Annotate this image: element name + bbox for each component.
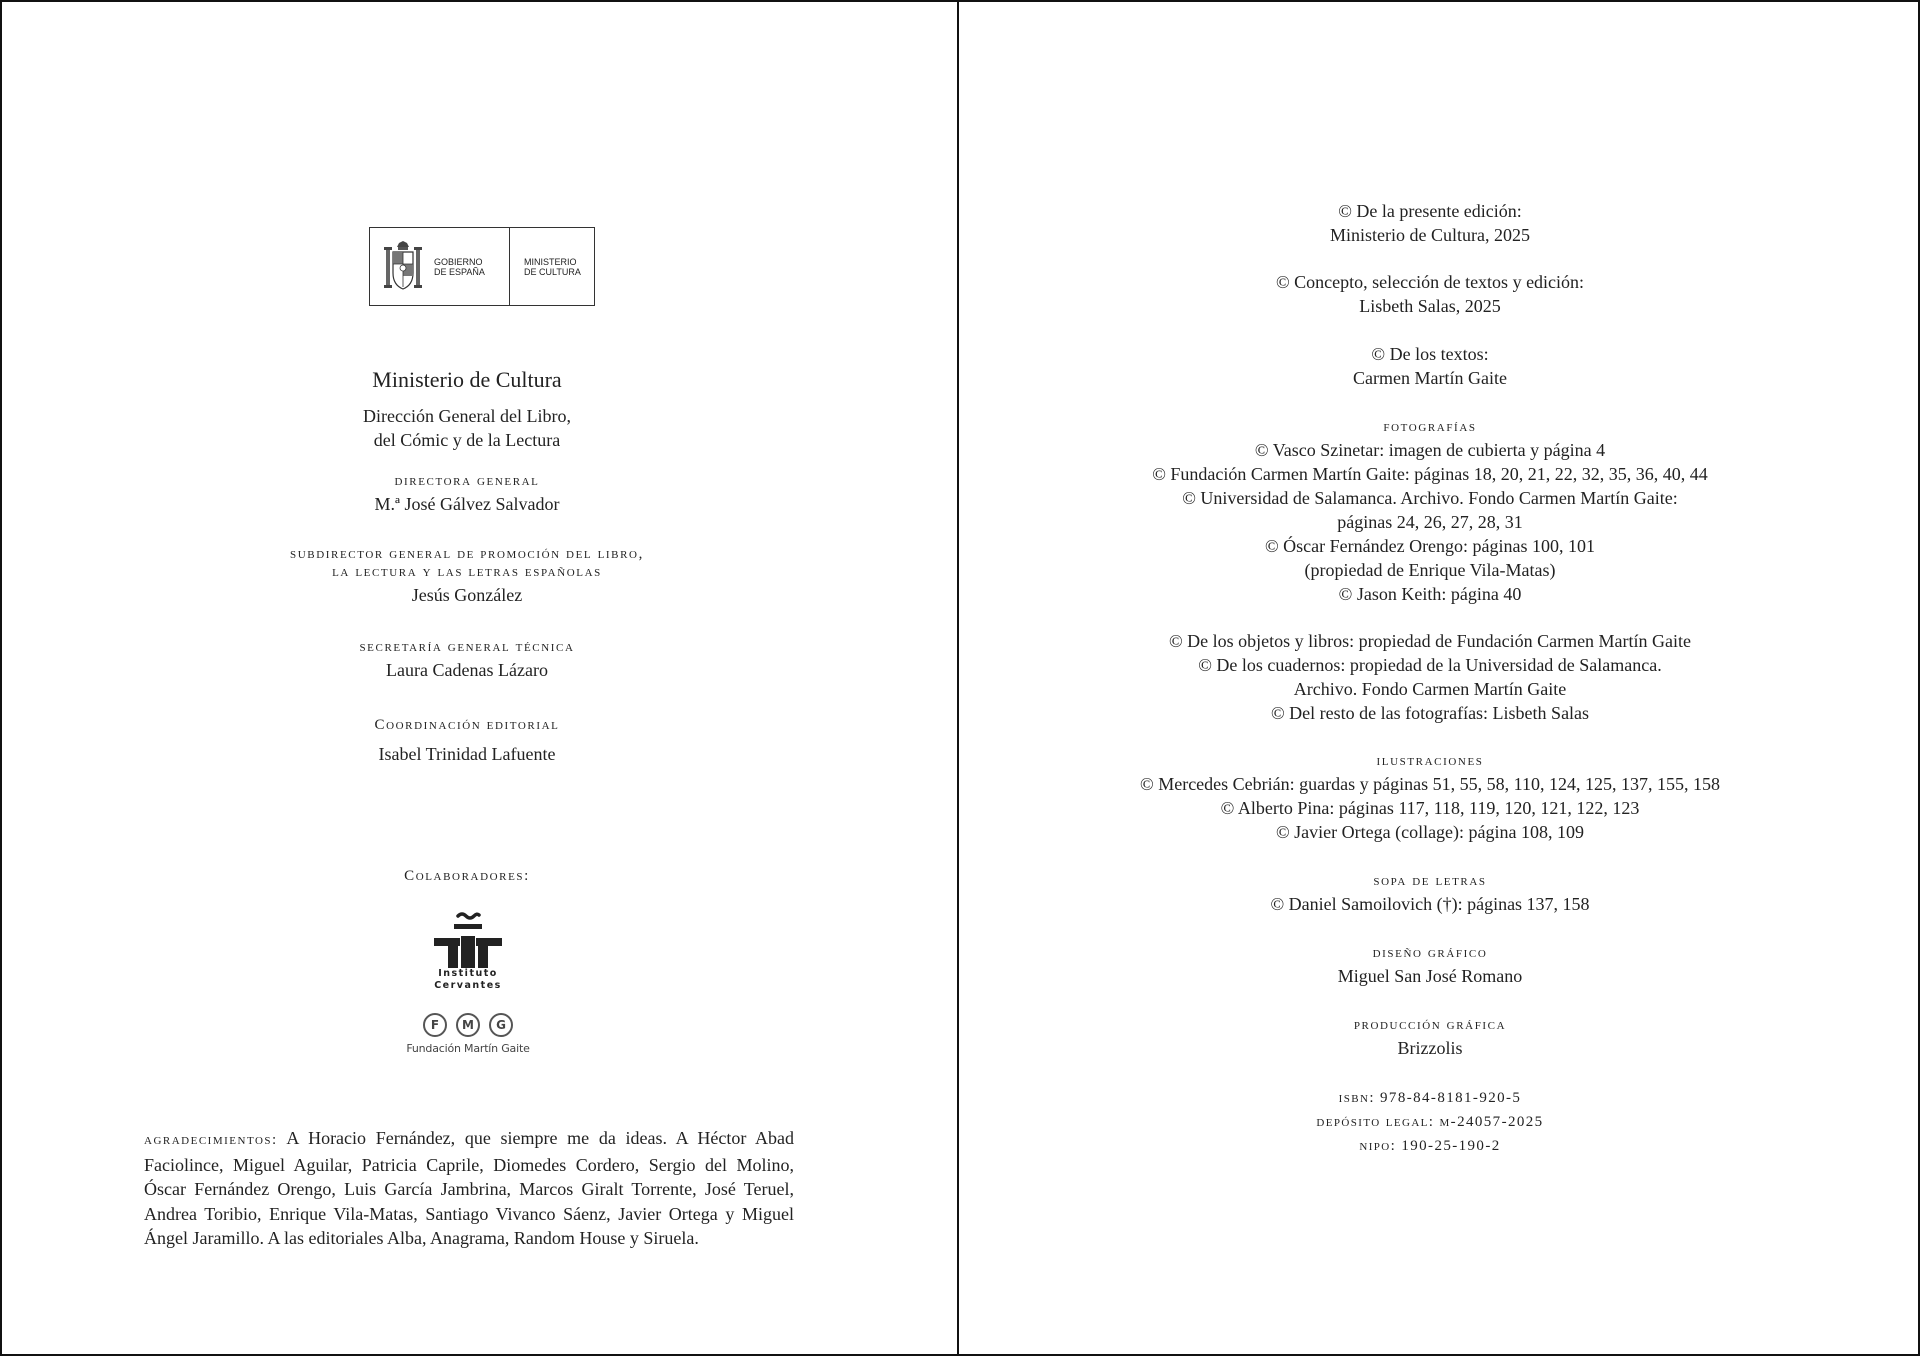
concept-credit (1100, 270, 1760, 318)
collaborators-label: Colaboradores: (404, 868, 530, 884)
production-heading: producción gráfica (1353, 1017, 1507, 1033)
objects-credit: © Del resto de las fotografías: Lisbeth Salas (1270, 703, 1590, 723)
credit-name: Jesús González (411, 585, 523, 605)
photo-credit: © Universidad de Salamanca. Archivo. Fondo Carmen Martín Gaite: (1182, 488, 1678, 508)
credit-name: M.ª José Gálvez Salvador (374, 494, 560, 514)
design-text: Miguel San José Romano (1337, 966, 1523, 986)
objects-credit: © De los objetos y libros: propiedad de Fundación Carmen Martín Gaite (1168, 631, 1692, 651)
objects-credit: Archivo. Fondo Carmen Martín Gaite (1293, 679, 1567, 699)
credit-name: Laura Cadenas Lázaro (386, 660, 548, 680)
fmg-circle-m: M (456, 1013, 480, 1037)
direction-line-1: Dirección General del Libro, (363, 406, 571, 426)
credit-role: secretaría general técnica (359, 639, 575, 655)
objects-credits (1100, 629, 1760, 725)
soup-credit (1100, 872, 1760, 916)
design-credit (1100, 944, 1760, 988)
illustration-credit: © Alberto Pina: páginas 117, 118, 119, 120, 121, 122, 123 (1220, 798, 1640, 818)
fmg-circle-f: F (423, 1013, 447, 1037)
fmg-logo (423, 1013, 513, 1039)
legal-deposit-text: depósito legal: m-24057-2025 (1316, 1114, 1544, 1130)
design-heading: diseño gráfico (1372, 945, 1488, 961)
nipo-text: nipo: 190-25-190-2 (1359, 1138, 1501, 1154)
fmg-circle-g: G (489, 1013, 513, 1037)
edition-line-1: © De la presente edición: (1338, 201, 1522, 221)
acknowledgements-label: agradecimientos: (144, 1132, 278, 1148)
fmg-caption: Fundación Martín Gaite (406, 1042, 530, 1055)
photo-credit: © Óscar Fernández Orengo: páginas 100, 101 (1264, 536, 1596, 556)
acknowledgements (144, 1126, 794, 1251)
illustrations-credits (1100, 752, 1760, 844)
credit-subdirector (202, 545, 732, 607)
left-page (0, 0, 958, 1356)
credit-director (202, 472, 732, 516)
photo-credit: © Jason Keith: página 40 (1338, 584, 1522, 604)
instituto-cervantes-caption (398, 968, 538, 992)
photo-credit: (propiedad de Enrique Vila-Matas) (1304, 560, 1556, 580)
government-logo (369, 227, 595, 306)
acknowledgements-text: A Horacio Fernández, que siempre me da ideas. A Héctor Abad Faciolince, Miguel Aguilar, Patricia Caprile, Diomedes Cordero, Sergio del Molino, Óscar Fernández Orengo, Luis García Jambrina, Marcos Giralt Torrente, José Teruel, Andrea Toribio, Enrique Vila-Matas, Santiago Vivanco Sáenz, Javier Ortega y Miguel Ángel Jaramillo. A las editoriales Alba, Anagrama, Random House y Siruela. (144, 1128, 794, 1248)
production-text: Brizzolis (1397, 1038, 1463, 1058)
ministry-name: Ministerio de Cultura (372, 367, 562, 392)
government-shield-cell (370, 228, 510, 305)
photo-credit: páginas 24, 26, 27, 28, 31 (1337, 512, 1523, 532)
photos-heading: fotografías (1383, 419, 1477, 435)
edition-credit (1100, 199, 1760, 247)
ministerio-text: MINISTERIO DE CULTURA (524, 256, 581, 277)
legal-info (1100, 1086, 1760, 1158)
photos-credits (1100, 418, 1760, 606)
cervantes-line-1: Instituto (438, 968, 498, 979)
coat-of-arms-icon (382, 239, 424, 295)
texts-credit (1100, 342, 1760, 390)
production-credit (1100, 1016, 1760, 1060)
soup-heading: sopa de letras (1373, 873, 1487, 889)
concept-line-1: © Concepto, selección de textos y edición: (1275, 272, 1585, 292)
soup-text: © Daniel Samoilovich (†): páginas 137, 158 (1270, 894, 1590, 914)
objects-credit: © De los cuadernos: propiedad de la Universidad de Salamanca. (1198, 655, 1662, 675)
credit-role: Coordinación editorial (374, 717, 560, 733)
isbn-text: isbn: 978-84-8181-920-5 (1338, 1090, 1522, 1106)
credit-name: Isabel Trinidad Lafuente (378, 744, 556, 764)
texts-line-2: Carmen Martín Gaite (1353, 368, 1507, 388)
concept-line-2: Lisbeth Salas, 2025 (1359, 296, 1501, 316)
illustration-credit: © Mercedes Cebrián: guardas y páginas 51, 55, 58, 110, 124, 125, 137, 155, 158 (1140, 774, 1720, 794)
edition-line-2: Ministerio de Cultura, 2025 (1330, 225, 1530, 245)
texts-line-1: © De los textos: (1371, 344, 1489, 364)
credit-secretary (202, 638, 732, 682)
ministry-block (202, 366, 732, 452)
credit-role-line-2: la lectura y las letras españolas (332, 564, 602, 580)
gobierno-text: GOBIERNO DE ESPAÑA (434, 256, 485, 277)
direction-line-2: del Cómic y de la Lectura (373, 430, 561, 450)
illustration-credit: © Javier Ortega (collage): página 108, 109 (1275, 822, 1585, 842)
cervantes-line-2: Cervantes (434, 980, 502, 991)
photo-credit: © Fundación Carmen Martín Gaite: páginas 18, 20, 21, 22, 32, 35, 36, 40, 44 (1152, 464, 1708, 484)
credit-role-line-1: subdirector general de promoción del libro, (290, 546, 644, 562)
credit-role: directora general (394, 473, 540, 489)
illustrations-heading: ilustraciones (1376, 753, 1484, 769)
photo-credit: © Vasco Szinetar: imagen de cubierta y página 4 (1254, 440, 1606, 460)
credit-coordination (202, 716, 732, 766)
